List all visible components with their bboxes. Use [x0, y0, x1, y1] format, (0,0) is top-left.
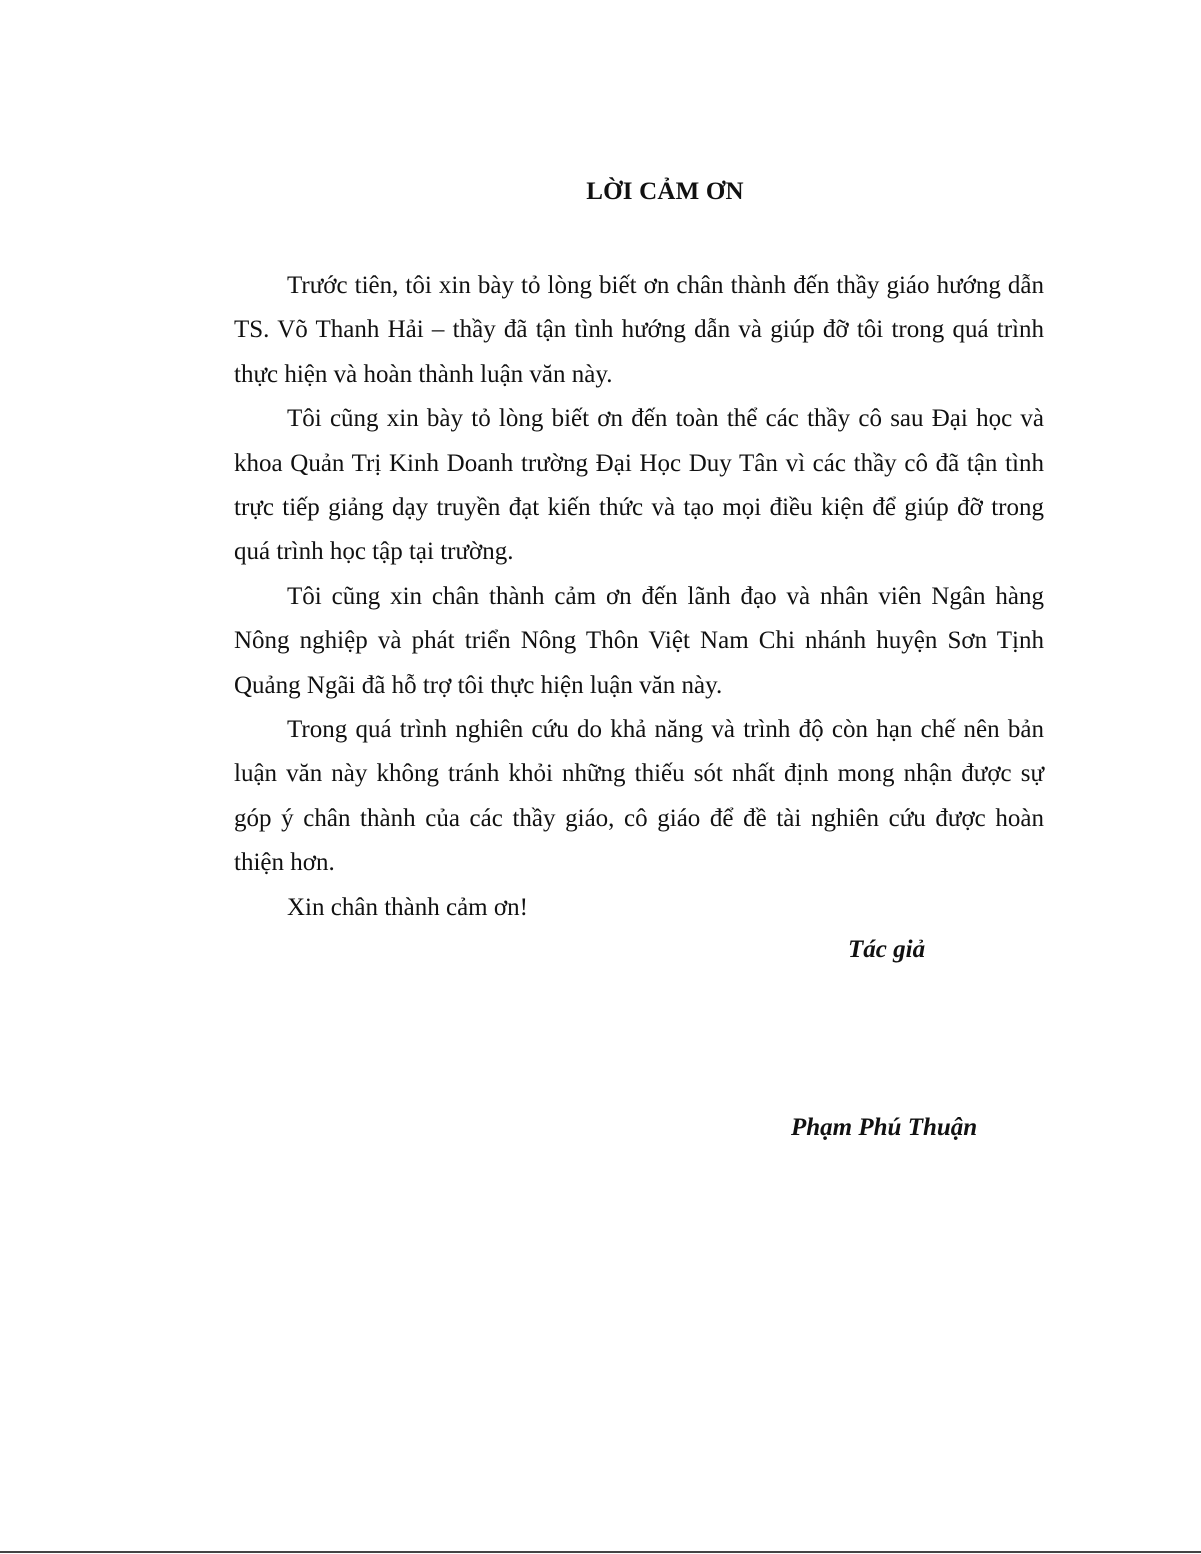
closing-line: Xin chân thành cảm ơn! — [287, 893, 528, 921]
paragraph-1: Trước tiên, tôi xin bày tỏ lòng biết ơn chân thành đến thầy giáo hướng dẫn TS. Võ Thanh Hải – thầy đã tận tình hướng dẫn và giúp đỡ tôi trong quá trình thực hiện và hoàn thành luận văn này. — [234, 272, 1044, 388]
acknowledgement-body — [234, 264, 1044, 930]
paragraph-4: Trong quá trình nghiên cứu do khả năng và trình độ còn hạn chế nên bản luận văn này không tránh khỏi những thiếu sót nhất định mong nhận được sự góp ý chân thành của các thầy giáo, cô giáo để đề tài nghiên cứu được hoàn thiện hơn. — [234, 716, 1044, 877]
author-label: Tác giả — [848, 936, 926, 963]
paragraph-2: Tôi cũng xin bày tỏ lòng biết ơn đến toàn thể các thầy cô sau Đại học và khoa Quản Trị Kinh Doanh trường Đại Học Duy Tân vì các thầy cô đã tận tình trực tiếp giảng dạy truyền đạt kiến thức và tạo mọi điều kiện để giúp đỡ trong quá trình học tập tại trường. — [234, 405, 1044, 566]
bottom-divider — [0, 1551, 1201, 1553]
page-title: LỜI CẢM ƠN — [586, 178, 744, 205]
author-name: Phạm Phú Thuận — [791, 1114, 978, 1141]
paragraph-3: Tôi cũng xin chân thành cảm ơn đến lãnh đạo và nhân viên Ngân hàng Nông nghiệp và phát triển Nông Thôn Việt Nam Chi nhánh huyện Sơn Tịnh Quảng Ngãi đã hỗ trợ tôi thực hiện luận văn này. — [234, 582, 1044, 699]
